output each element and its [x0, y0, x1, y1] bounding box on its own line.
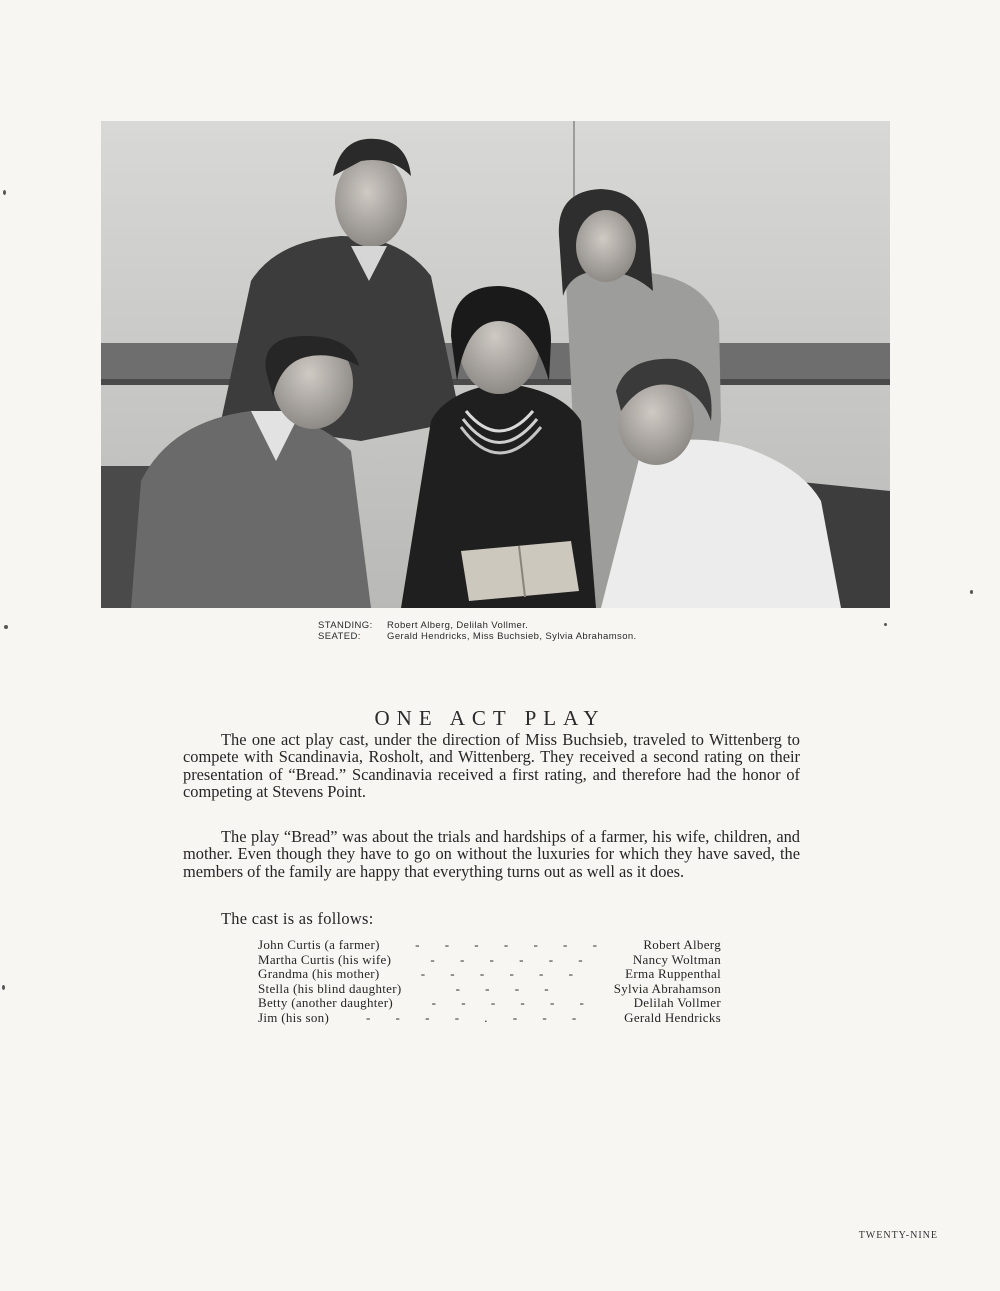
cast-leader: - - - - . - - -	[365, 1010, 588, 1025]
scan-speck	[3, 190, 6, 195]
page-number: TWENTY-NINE	[858, 1230, 938, 1241]
cast-actor: Delilah Vollmer	[633, 995, 721, 1011]
cast-row	[258, 996, 721, 1011]
caption-standing-line	[318, 620, 637, 631]
cast-actor: Nancy Woltman	[632, 951, 721, 967]
cast-list	[258, 938, 721, 1026]
group-photo	[101, 121, 890, 608]
scan-speck	[4, 625, 8, 629]
cast-row	[258, 1011, 721, 1026]
cast-leader: - - - - - -	[420, 967, 584, 982]
cast-role: Stella (his blind daughter)	[258, 980, 402, 996]
caption-seated-line	[318, 631, 637, 642]
cast-role: John Curtis (a farmer)	[258, 937, 380, 952]
cast-leader: - - - - - -	[430, 952, 594, 967]
cast-leader: - - - - - - -	[415, 938, 608, 952]
caption-standing-label: STANDING:	[318, 620, 373, 631]
cast-row	[258, 967, 721, 982]
cast-actor: Gerald Hendricks	[624, 1009, 721, 1025]
group-photo-icon	[101, 121, 890, 608]
cast-role: Jim (his son)	[258, 1009, 330, 1025]
cast-actor: Robert Alberg	[643, 937, 721, 952]
cast-leader: - - - - - -	[431, 996, 595, 1011]
article-paragraph-1: The one act play cast, under the direction of Miss Buchsieb, traveled to Wittenberg to compete with Scandinavia, Rosholt, and Wittenberg. They received a second rating on their presentation of “Bread.” Scandinavia received a first rating, and therefore had the honor of competing at Stevens Point.	[183, 730, 800, 802]
photo-caption	[318, 620, 637, 642]
caption-seated-names: Gerald Hendricks, Miss Buchsieb, Sylvia Abrahamson.	[387, 631, 637, 642]
cast-row	[258, 982, 721, 997]
caption-seated-label: SEATED:	[318, 631, 361, 642]
cast-leader: - - - -	[455, 981, 560, 996]
article-title: ONE ACT PLAY	[374, 706, 606, 730]
cast-actor: Erma Ruppenthal	[625, 966, 721, 982]
cast-row	[258, 938, 721, 953]
cast-role: Betty (another daughter)	[258, 995, 393, 1011]
cast-actor: Sylvia Abrahamson	[613, 980, 721, 996]
cast-intro: The cast is as follows:	[221, 909, 374, 928]
cast-row	[258, 953, 721, 968]
article-paragraph-2: The play “Bread” was about the trials and hardships of a farmer, his wife, children, and mother. Even though they have to go on without the luxuries for which they have saved, the members of the family are happy that everything turns out as well as it does.	[183, 827, 800, 881]
scan-speck	[2, 985, 5, 990]
cast-role: Martha Curtis (his wife)	[258, 951, 392, 967]
caption-standing-names: Robert Alberg, Delilah Vollmer.	[387, 620, 529, 631]
cast-role: Grandma (his mother)	[258, 966, 380, 982]
scan-speck	[884, 623, 887, 626]
scan-speck	[970, 590, 973, 594]
